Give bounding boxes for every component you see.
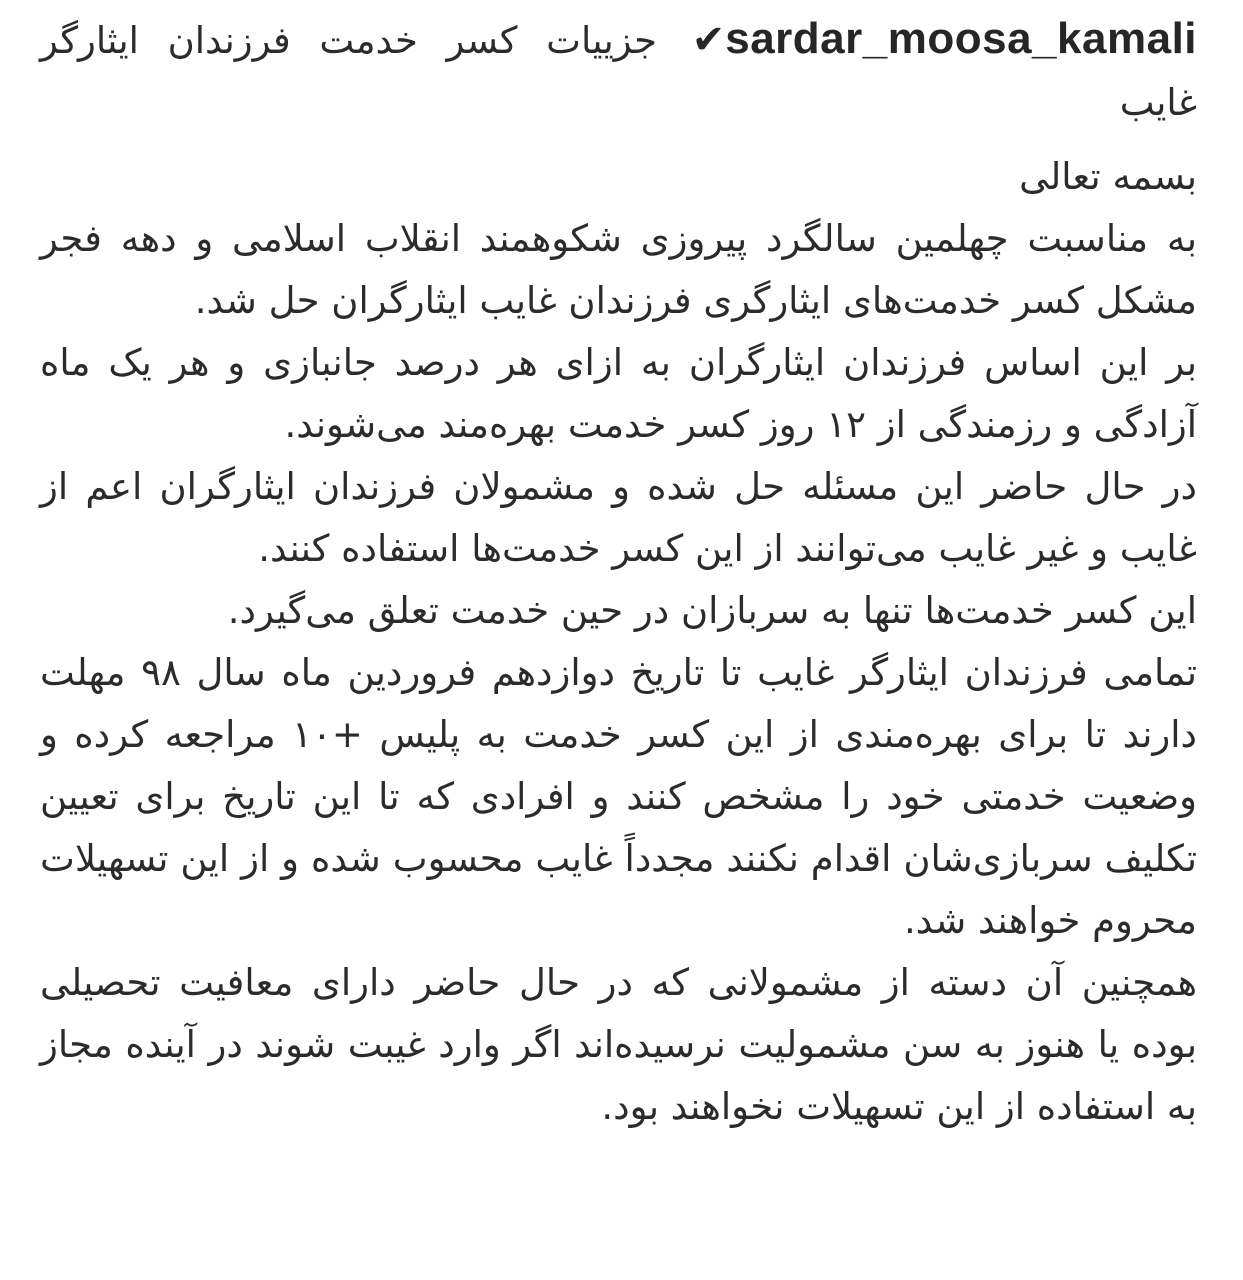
caption-paragraph: همچنین آن دسته از مشمولانی که در حال حاضر دارای معافیت تحصیلی بوده یا هنوز به سن مشمولیت نرسیده‌اند اگر وارد غیبت شوند در آینده مجاز به استفاده از این تسهیلات نخواهند بود. [40,961,1197,1128]
caption-paragraph: تمامی فرزندان ایثارگر غایب تا تاریخ دوازدهم فروردین ماه سال ۹۸ مهلت دارند تا برای بهره‌مندی از این کسر خدمت به پلیس +۱۰ مراجعه کرده و وضعیت خدمتی خود را مشخص کنند و افرادی که تا این تاریخ برای تعیین تکلیف سربازی‌شان اقدام نکنند مجدداً غایب محسوب شده و از این تسهیلات محروم خواهند شد. [40,651,1197,942]
caption-paragraph: بسمه تعالی [1019,155,1197,198]
verified-check-icon: ✔ [691,17,726,63]
caption-paragraph: در حال حاضر این مسئله حل شده و مشمولان فرزندان ایثارگران اعم از غایب و غیر غایب می‌توانند از این کسر خدمت‌ها استفاده کنند. [40,465,1197,570]
caption-spacer [40,134,1197,146]
caption-paragraph: بر این اساس فرزندان ایثارگران به ازای هر درصد جانبازی و هر یک ماه آزادگی و رزمندگی از ۱۲ روز کسر خدمت بهره‌مند می‌شوند. [40,341,1197,446]
caption-title: جزییات کسر خدمت فرزندان ایثارگر غایب [40,19,1197,124]
username-link[interactable]: sardar_moosa_kamali [725,14,1198,63]
caption-header [40,8,1197,134]
post-caption [40,8,1197,1138]
caption-paragraph: به مناسبت چهلمین سالگرد پیروزی شکوهمند انقلاب اسلامی و دهه فجر مشکل کسر خدمت‌های ایثارگری فرزندان غایب ایثارگران حل شد. [40,217,1197,322]
caption-paragraph: این کسر خدمت‌ها تنها به سربازان در حین خدمت تعلق می‌گیرد. [227,589,1197,632]
